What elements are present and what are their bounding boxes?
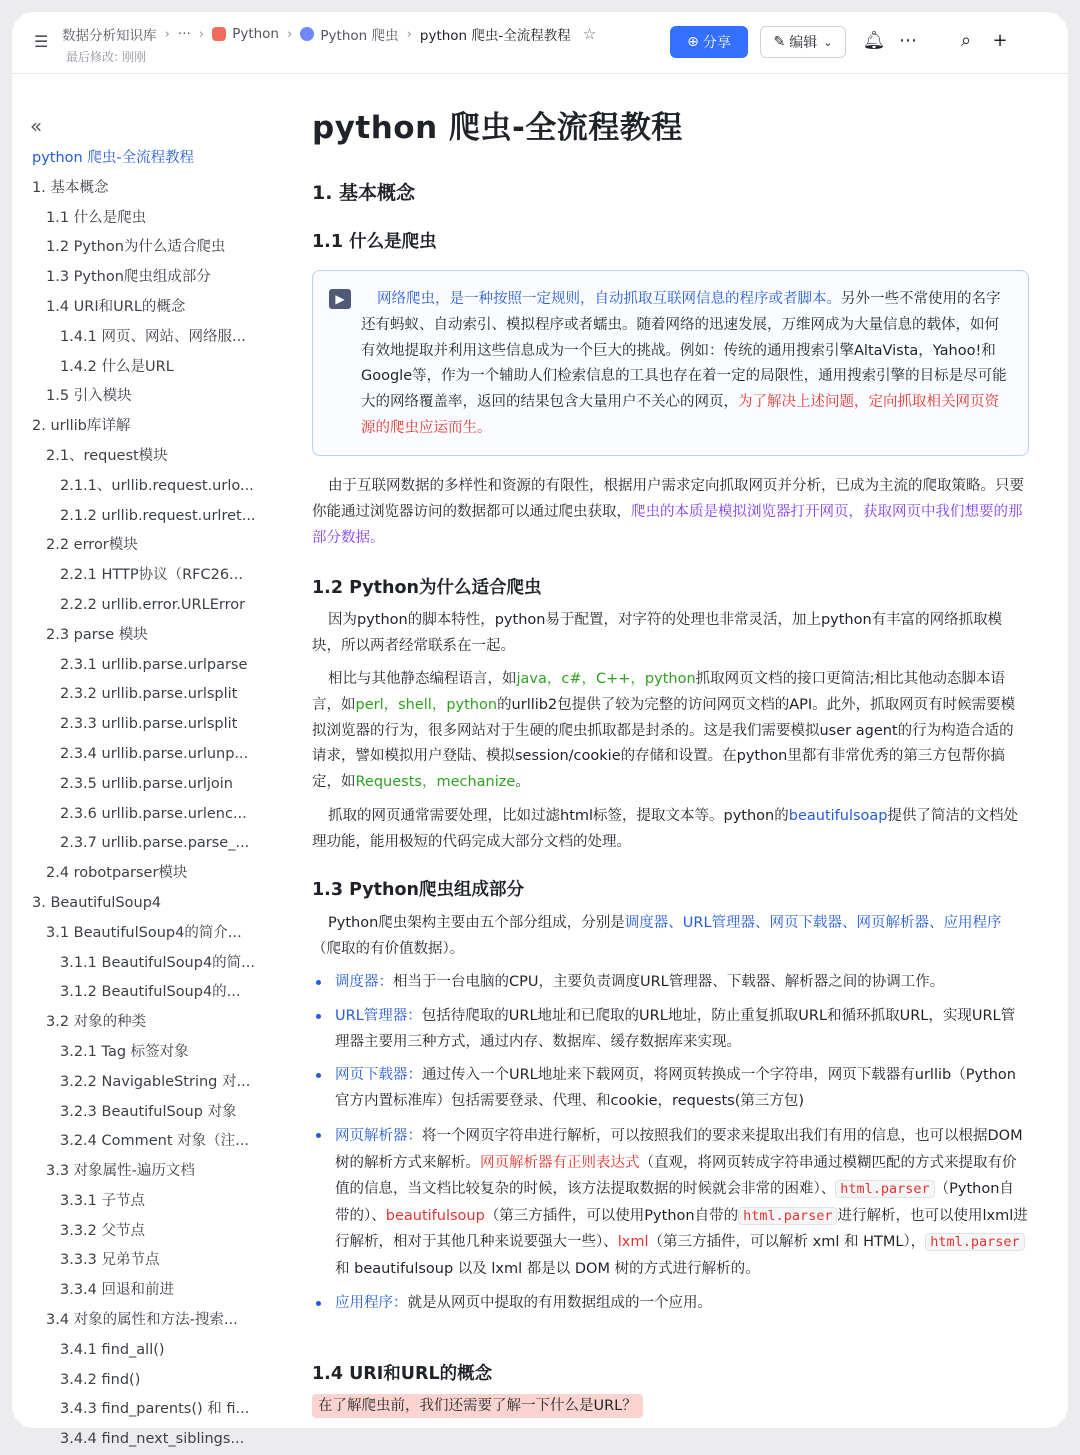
toc-item[interactable]: 2.2.1 HTTP协议（RFC26... <box>60 567 243 584</box>
toc-item[interactable]: 2.3.7 urllib.parse.parse_... <box>60 835 250 852</box>
toc-item[interactable]: 3.3.2 父节点 <box>60 1222 146 1239</box>
heading-basic-concepts: 1. 基本概念 <box>312 182 416 204</box>
edit-button[interactable] <box>760 26 846 58</box>
last-modified: 最后修改: 刚刚 <box>66 50 146 64</box>
breadcrumb-crawler[interactable]: Python 爬虫 <box>320 28 399 44</box>
toc-item[interactable]: 3.2.1 Tag 标签对象 <box>60 1043 189 1060</box>
list-item <box>312 1004 1028 1056</box>
toc-item[interactable]: 2.3.5 urllib.parse.urljoin <box>60 775 233 792</box>
paragraph-architecture <box>312 911 1028 963</box>
toc-item[interactable]: 1.4.2 什么是URL <box>60 358 174 375</box>
text-span: 。 <box>515 774 530 791</box>
chevron-right-icon: › <box>406 26 412 42</box>
callout-block <box>312 270 1029 456</box>
star-icon[interactable]: ☆ <box>582 25 597 43</box>
more-icon[interactable]: ⋯ <box>899 30 917 51</box>
heading-what-is-crawler: 1.1 什么是爬虫 <box>312 232 437 252</box>
toc-item[interactable]: 2.2 error模块 <box>46 537 138 554</box>
toc-item[interactable]: 3.2.2 NavigableString 对... <box>60 1073 251 1090</box>
inline-code: html.parser <box>925 1233 1024 1251</box>
term-span: 网页解析器： <box>335 1127 422 1144</box>
collapse-sidebar-icon[interactable]: « <box>30 114 43 138</box>
toc-item[interactable]: 3.4 对象的属性和方法-搜索... <box>46 1312 238 1329</box>
toc-item[interactable]: 2.3 parse 模块 <box>46 626 148 643</box>
share-button[interactable] <box>670 26 748 58</box>
toc-item[interactable]: 3.2.4 Comment 对象（注... <box>60 1133 249 1150</box>
callout-text <box>361 287 1011 442</box>
keyword-span: perl，shell，python <box>355 696 498 713</box>
text-span: （直观，将网页转成字符串通过模糊匹配的方式来提取有价值的信息，当文档比较复杂的时候，该方法提取数据的时候就会非常的困难）、 <box>335 1154 1017 1198</box>
page-title: python 爬虫-全流程教程 <box>312 110 683 146</box>
breadcrumb <box>62 24 596 44</box>
text-span: 就是从网页中提取的有用数据组成的一个应用。 <box>407 1294 712 1311</box>
term-span: URL管理器： <box>335 1007 422 1024</box>
text-span: Python爬虫架构主要由五个部分组成，分别是 <box>328 915 625 931</box>
toc-item[interactable]: 2.1、request模块 <box>46 447 168 464</box>
toc-item[interactable]: 1. 基本概念 <box>32 179 109 196</box>
toc-item[interactable]: 3.3 对象属性-遍历文档 <box>46 1163 195 1180</box>
toc-item[interactable]: 3.4.2 find() <box>60 1371 141 1388</box>
text-span: 包括待爬取的URL地址和已爬取的URL地址，防止重复抓取URL和循环抓取URL，实现URL管理器主要用三种方式，通过内存、数据库、缓存数据库来实现。 <box>335 1007 1016 1050</box>
paragraph-beautifulsoap <box>312 804 1028 856</box>
bell-icon[interactable]: 🔔︎ <box>862 30 886 51</box>
chevron-right-icon: › <box>164 26 170 42</box>
list-item <box>312 1123 1028 1283</box>
heading-uri-url: 1.4 URI和URL的概念 <box>312 1364 493 1384</box>
toc-item[interactable]: 2.4 robotparser模块 <box>46 865 188 882</box>
toc-item[interactable]: 1.1 什么是爬虫 <box>46 209 147 226</box>
emphasis-span: 爬虫的本质是模拟浏览器打开网页，获取网页中我们想要的那部分数据。 <box>312 503 1023 546</box>
document-body <box>312 74 1032 1428</box>
globe-icon: ⊕ <box>687 34 699 50</box>
text-span: 抓取网页文档的接口更简洁;相比其他动态脚本语言，如 <box>312 671 1006 713</box>
toc-item[interactable]: 3.3.3 兄弟节点 <box>60 1252 160 1269</box>
toc-item[interactable]: 2.1.1、urllib.request.urlo... <box>60 477 254 494</box>
breadcrumb-python[interactable]: Python <box>232 26 279 42</box>
term-span: 应用程序： <box>335 1294 408 1311</box>
text-span: （Python自带的）、 <box>335 1181 1014 1224</box>
callout-definition: 网络爬虫，是一种按照一定规则，自动抓取互联网信息的程序或者脚本。 <box>377 291 841 307</box>
paragraph-python-features: 因为python的脚本特性，python易于配置，对字符的处理也非常灵活，加上python有丰富的网络抓取模块，所以两者经常联系在一起。 <box>312 612 1003 654</box>
emphasis-span: 网页解析器有正则表达式 <box>480 1154 640 1171</box>
breadcrumb-more[interactable]: ··· <box>177 26 191 42</box>
text-span: 的urllib2包提供了较为完整的访问网页文档的API。此外，抓取网页有时候需要模拟浏览器的行为，很多网站对于生硬的爬虫抓取都是封杀的。这是我们需要模拟user agent的行为构造合适的请求，譬如模拟用户登陆、模拟session/cookie的存储和设置。在python里都有非常优秀的第三方包帮你搞定，如 <box>312 696 1016 791</box>
toc-item[interactable]: 1.4.1 网页、网站、网络服... <box>60 328 246 345</box>
toc-item[interactable]: 2.3.2 urllib.parse.urlsplit <box>60 686 238 703</box>
search-icon[interactable]: ⌕ <box>960 30 972 51</box>
toc-item[interactable]: 3.4.4 find_next_siblings... <box>60 1431 245 1448</box>
toc-item[interactable]: 3. BeautifulSoup4 <box>32 894 162 911</box>
text-span: 和 beautifulsoup 以及 lxml 都是以 DOM 树的方式进行解析的。 <box>335 1260 760 1277</box>
top-bar <box>12 12 1068 74</box>
highlighted-text: 在了解爬虫前，我们还需要了解一下什么是URL？ <box>312 1394 643 1418</box>
text-span: 由于互联网数据的多样性和资源的有限性，根据用户需求定向抓取网页并分析，已成为主流的爬取策略。只要你能通过浏览器访问的数据都可以通过爬虫获取， <box>312 478 1024 520</box>
text-span: 将一个网页字符串进行解析，可以按照我们的要求来提取出我们有用的信息，也可以根据DOM树的解析方式来解析。 <box>335 1127 1023 1171</box>
text-span: 相比与其他静态编程语言，如 <box>328 671 517 687</box>
toc-item[interactable]: 3.1.2 BeautifulSoup4的... <box>60 984 241 1001</box>
text-span: 通过传入一个URL地址来下载网页，将网页转换成一个字符串，网页下载器有urllib（Python官方内置标准库）包括需要登录、代理、和cookie，requests(第三方包) <box>335 1067 1016 1110</box>
term-span: 调度器： <box>335 974 393 990</box>
list-item <box>312 970 1028 996</box>
toc-item[interactable]: 1.5 引入模块 <box>46 388 132 405</box>
text-span: 进行解析，也可以使用lxml进行解析，相对于其他几种来说要强大一些）、 <box>335 1207 1028 1251</box>
emphasis-span: beautifulsoup <box>385 1207 485 1224</box>
toc-item[interactable]: 2.2.2 urllib.error.URLError <box>60 596 246 613</box>
text-span: 抓取的网页通常需要处理，比如过滤html标签，提取文本等。python的 <box>328 808 789 824</box>
toc-doc-title[interactable]: python 爬虫-全流程教程 <box>32 150 195 166</box>
play-icon: ▶ <box>329 289 351 309</box>
share-label: 分享 <box>702 35 731 51</box>
toc-item[interactable]: 2.3.3 urllib.parse.urlsplit <box>60 716 238 733</box>
toc-item[interactable]: 2.3.1 urllib.parse.urlparse <box>60 656 248 673</box>
pencil-icon: ✎ <box>773 34 786 50</box>
inline-code: html.parser <box>835 1180 934 1198</box>
paragraph-crawler-essence <box>312 474 1028 551</box>
heading-crawler-components: 1.3 Python爬虫组成部分 <box>312 880 524 900</box>
app-window <box>12 12 1068 1448</box>
text-span: 提供了简洁的文档处理功能，能用极短的代码完成大部分文档的处理。 <box>312 808 1019 850</box>
toc-item[interactable]: 1.2 Python为什么适合爬虫 <box>46 239 226 256</box>
text-span: （第三方插件，可以解析 xml 和 HTML）， <box>648 1234 926 1251</box>
toc-item[interactable]: 3.1.1 BeautifulSoup4的简... <box>60 954 256 971</box>
paragraph-language-comparison <box>312 667 1028 796</box>
toc-list <box>12 144 272 1455</box>
toc-sidebar <box>12 74 272 1448</box>
toc-item[interactable]: 3.4.1 find_all() <box>60 1341 165 1358</box>
chevron-right-icon: › <box>198 26 205 42</box>
breadcrumb-kb[interactable]: 数据分析知识库 <box>62 28 157 44</box>
callout-conclusion: 为了解决上述问题，定向抓取相关网页资源的爬虫应运而生。 <box>361 394 999 436</box>
chevron-right-icon: › <box>286 26 293 42</box>
text-span: （第三方插件，可以使用Python自带的 <box>484 1207 739 1224</box>
text-span: （爬取的有价值数据）。 <box>312 940 465 957</box>
toc-item[interactable]: 3.4.3 find_parents() 和 fi... <box>60 1401 250 1418</box>
toc-item[interactable]: 3.2 对象的种类 <box>46 1014 147 1031</box>
toc-item[interactable]: 3.3.1 子节点 <box>60 1192 146 1209</box>
toc-item[interactable]: 3.3.4 回退和前进 <box>60 1282 175 1299</box>
crawler-doc-icon <box>300 27 314 41</box>
toc-item[interactable]: 1.3 Python爬虫组成部分 <box>46 269 211 286</box>
toc-item[interactable]: 3.2.3 BeautifulSoup 对象 <box>60 1103 237 1120</box>
breadcrumb-current: python 爬虫-全流程教程 <box>419 28 571 44</box>
callout-body: 另外一些不常使用的名字还有蚂蚁、自动索引、模拟程序或者蠕虫。随着网络的迅速发展，万维网成为大量信息的载体，如何有效地提取并利用这些信息成为一个巨大的挑战。例如：传统的通用搜索引擎AltaVista，Yahoo!和Google等，作为一个辅助人们检索信息的工具也存在着一定的局限性，通用搜索引擎的目标是尽可能大的网络覆盖率，返回的结果包含大量用户不关心的网页， <box>361 291 1007 411</box>
toc-item[interactable]: 2.3.4 urllib.parse.urlunp... <box>60 745 249 762</box>
keyword-span: java，c#，C++，python <box>516 671 696 687</box>
inline-code: html.parser <box>738 1207 837 1225</box>
toc-item[interactable]: 1.4 URI和URL的概念 <box>46 298 186 315</box>
toc-item[interactable]: 2. urllib库详解 <box>32 418 131 435</box>
toc-item[interactable]: 3.1 BeautifulSoup4的简介... <box>46 924 242 941</box>
plus-icon[interactable]: + <box>992 30 1008 51</box>
link-span[interactable]: beautifulsoap <box>788 808 888 824</box>
menu-icon[interactable]: ☰ <box>34 32 49 51</box>
list-item <box>312 1063 1028 1115</box>
components-list <box>312 970 1028 1316</box>
heading-why-python: 1.2 Python为什么适合爬虫 <box>312 578 542 598</box>
term-span: 网页下载器： <box>335 1067 422 1084</box>
text-span: 相当于一台电脑的CPU，主要负责调度URL管理器、下载器、解析器之间的协调工作。 <box>393 974 945 990</box>
toc-item[interactable]: 2.1.2 urllib.request.urlret... <box>60 507 256 524</box>
python-doc-icon <box>212 27 226 41</box>
keyword-span: Requests，mechanize <box>355 774 516 791</box>
chevron-down-icon: ⌄ <box>823 35 833 49</box>
emphasis-span: lxml <box>617 1234 649 1251</box>
list-item <box>312 1291 1028 1317</box>
emphasis-span: 调度器、URL管理器、网页下载器、网页解析器、应用程序 <box>624 915 1002 931</box>
toc-item[interactable]: 2.3.6 urllib.parse.urlenc... <box>60 805 247 822</box>
edit-label: 编辑 <box>789 35 818 51</box>
